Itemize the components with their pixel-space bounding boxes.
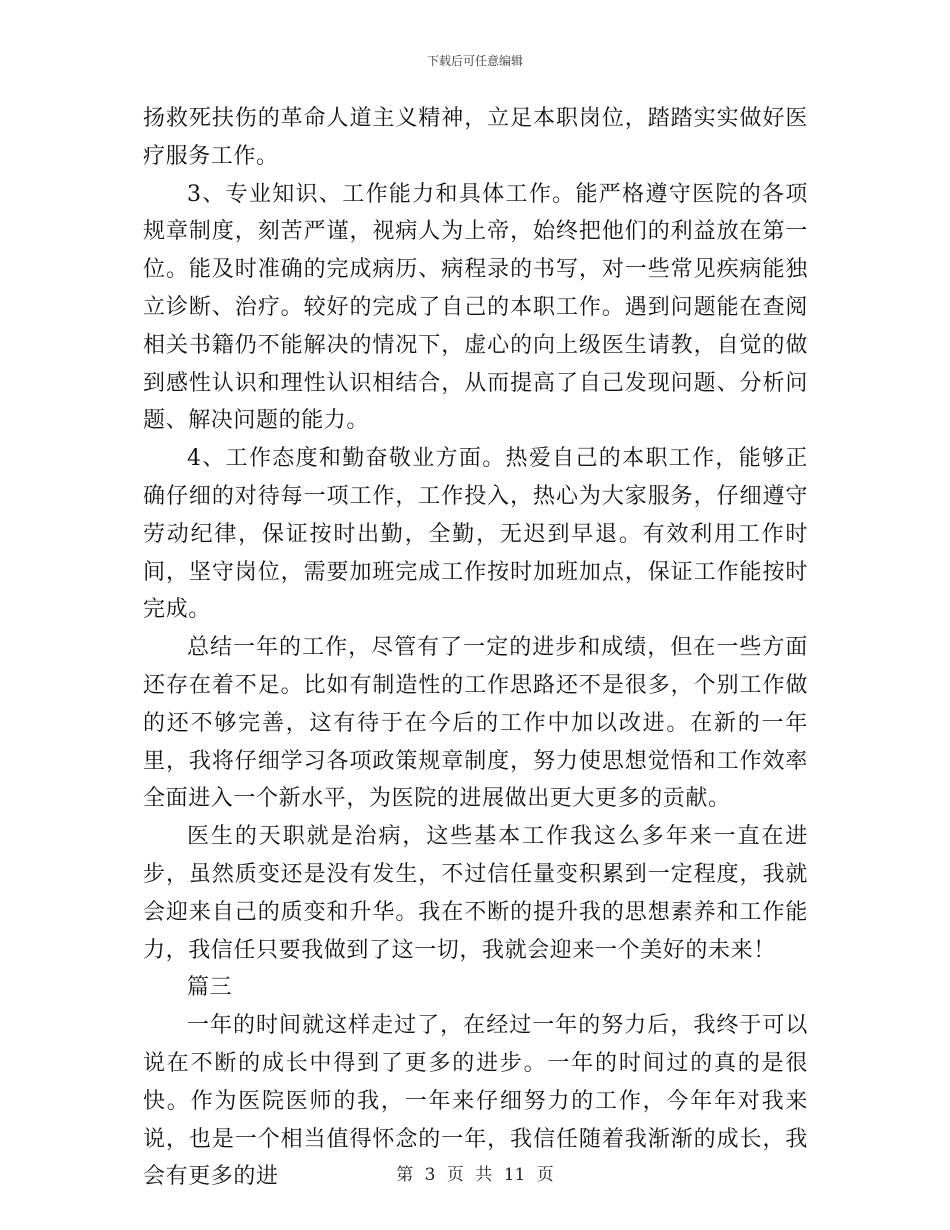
paragraph-item-3: 3、专业知识、工作能力和具体工作。能严格遵守医院的各项规章制度，刻苦严谨，视病人为上帝，始终把他们的利益放在第一位。能及时准确的完成病历、病程录的书写，对一些常见疾病能独立诊断、治疗。较好的完成了自己的本职工作。遇到问题能在查阅相关书籍仍不能解决的情况下，虚心的向上级医生请教，自觉的做到感性认识和理性认识相结合，从而提高了自己发现问题、分析问题、解决问题的能力。 — [143, 181, 808, 434]
paragraph-item-4: 4、工作态度和勤奋敬业方面。热爱自己的本职工作，能够正确仔细的对待每一项工作，工作投入，热心为大家服务，仔细遵守劳动纪律，保证按时出勤，全勤，无迟到早退。有效利用工作时间，坚守岗位，需要加班完成工作按时加班加点，保证工作能按时完成。 — [143, 446, 808, 623]
paragraph-part-three-intro: 一年的时间就这样走过了，在经过一年的努力后，我终于可以说在不断的成长中得到了更多的进步。一年的时间过的真的是很快。作为医院医师的我，一年来仔细努力的工作，今年年对我来说，也是一个相当值得怀念的一年，我信任随着我渐渐的成长，我会有更多的进 — [143, 1013, 808, 1190]
paragraph-continued: 扬救死扶伤的革命人道主义精神，立足本职岗位，踏踏实实做好医疗服务工作。 — [143, 106, 808, 169]
page-header-note: 下载后可任意编辑 — [426, 54, 523, 68]
page-number-footer: 第 3 页 共 11 页 — [396, 1165, 554, 1185]
paragraph-summary: 总结一年的工作，尽管有了一定的进步和成绩，但在一些方面还存在着不足。比如有制造性的工作思路还不是很多，个别工作做的还不够完善，这有待于在今后的工作中加以改进。在新的一年里，我将仔细学习各项政策规章制度，努力使思想觉悟和工作效率全面进入一个新水平，为医院的进展做出更大更多的贡献。 — [143, 635, 808, 812]
section-heading-part-three: 篇三 — [187, 975, 233, 1001]
paragraph-doctor-duty: 医生的天职就是治病，这些基本工作我这么多年来一直在进步，虽然质变还是没有发生，不过信任量变积累到一定程度，我就会迎来自己的质变和升华。我在不断的提升我的思想素养和工作能力，我信任只要我做到了这一切，我就会迎来一个美好的未来！ — [143, 824, 808, 963]
document-body — [143, 100, 808, 1196]
